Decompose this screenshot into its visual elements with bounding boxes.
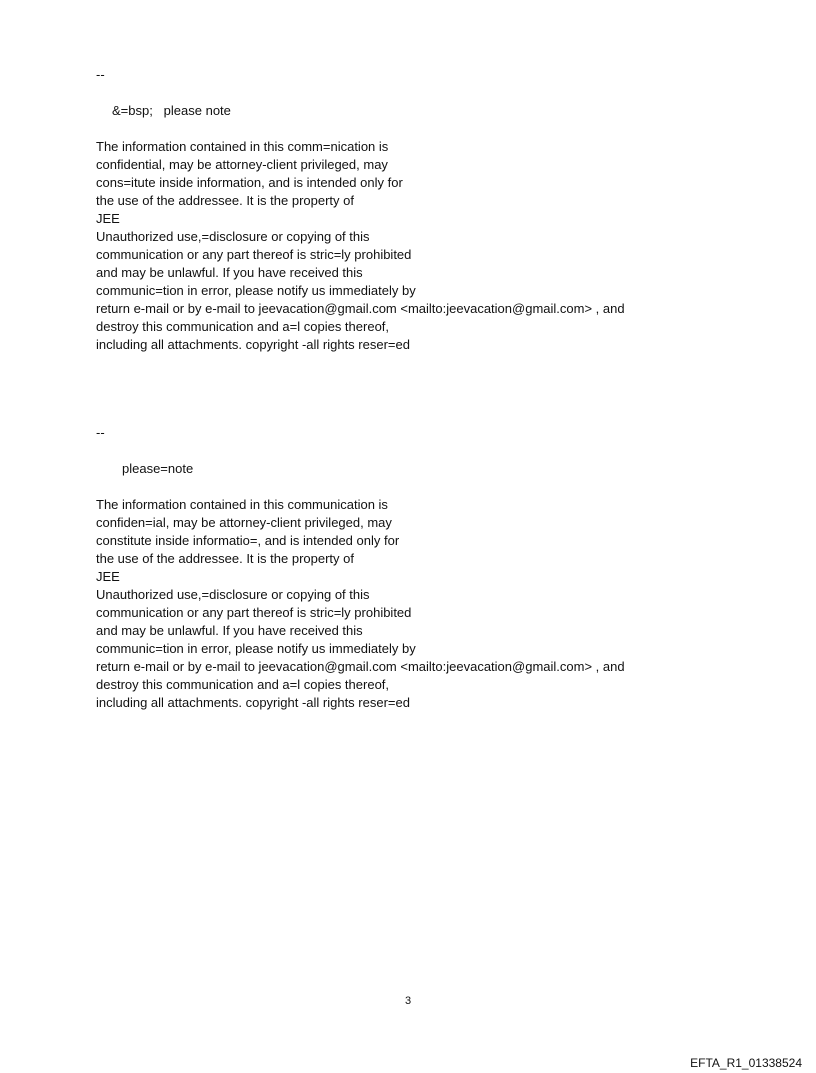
block-2-line: constitute inside informatio=, and is intended only for [96,533,400,548]
block-2-line: JEE [96,569,120,584]
block-1-line: the use of the addressee. It is the property of [96,193,354,208]
block-2-line: including all attachments. copyright -all rights reser=ed [96,695,410,710]
block-2-line: communication or any part thereof is stric=ly prohibited [96,605,412,620]
block-1-line: communication or any part thereof is stric=ly prohibited [96,247,412,262]
note-2: please=note [122,461,194,476]
block-2-line: Unauthorized use,=disclosure or copying of this [96,587,370,602]
document-id: EFTA_R1_01338524 [690,1056,802,1070]
block-1-line: including all attachments. copyright -all rights reser=ed [96,337,410,352]
block-1-line: cons=itute inside information, and is intended only for [96,175,403,190]
block-2-line: confiden=ial, may be attorney-client privileged, may [96,515,392,530]
block-1-line: confidential, may be attorney-client privileged, may [96,157,388,172]
block-1-line: destroy this communication and a=l copies thereof, [96,319,390,334]
block-1-line: and may be unlawful. If you have received this [96,265,363,280]
block-2-line: The information contained in this communication is [96,497,388,512]
page-number: 3 [404,995,412,1007]
block-2-line: destroy this communication and a=l copies thereof, [96,677,390,692]
block-1-line: Unauthorized use,=disclosure or copying of this [96,229,370,244]
block-2-line: and may be unlawful. If you have received this [96,623,363,638]
block-1-line: The information contained in this comm=nication is [96,139,389,154]
note-1: &=bsp; please note [112,103,231,118]
separator-1: -- [96,67,105,82]
block-1-line: communic=tion in error, please notify us immediately by [96,283,416,298]
block-1-line: JEE [96,211,120,226]
block-2-line: communic=tion in error, please notify us immediately by [96,641,416,656]
block-2-line: the use of the addressee. It is the property of [96,551,354,566]
block-1-line: return e-mail or by e-mail to jeevacation@gmail.com <mailto:jeevacation@gmail.com> , and [96,301,625,316]
block-2-line: return e-mail or by e-mail to jeevacation@gmail.com <mailto:jeevacation@gmail.com> , and [96,659,625,674]
separator-2: -- [96,425,105,440]
